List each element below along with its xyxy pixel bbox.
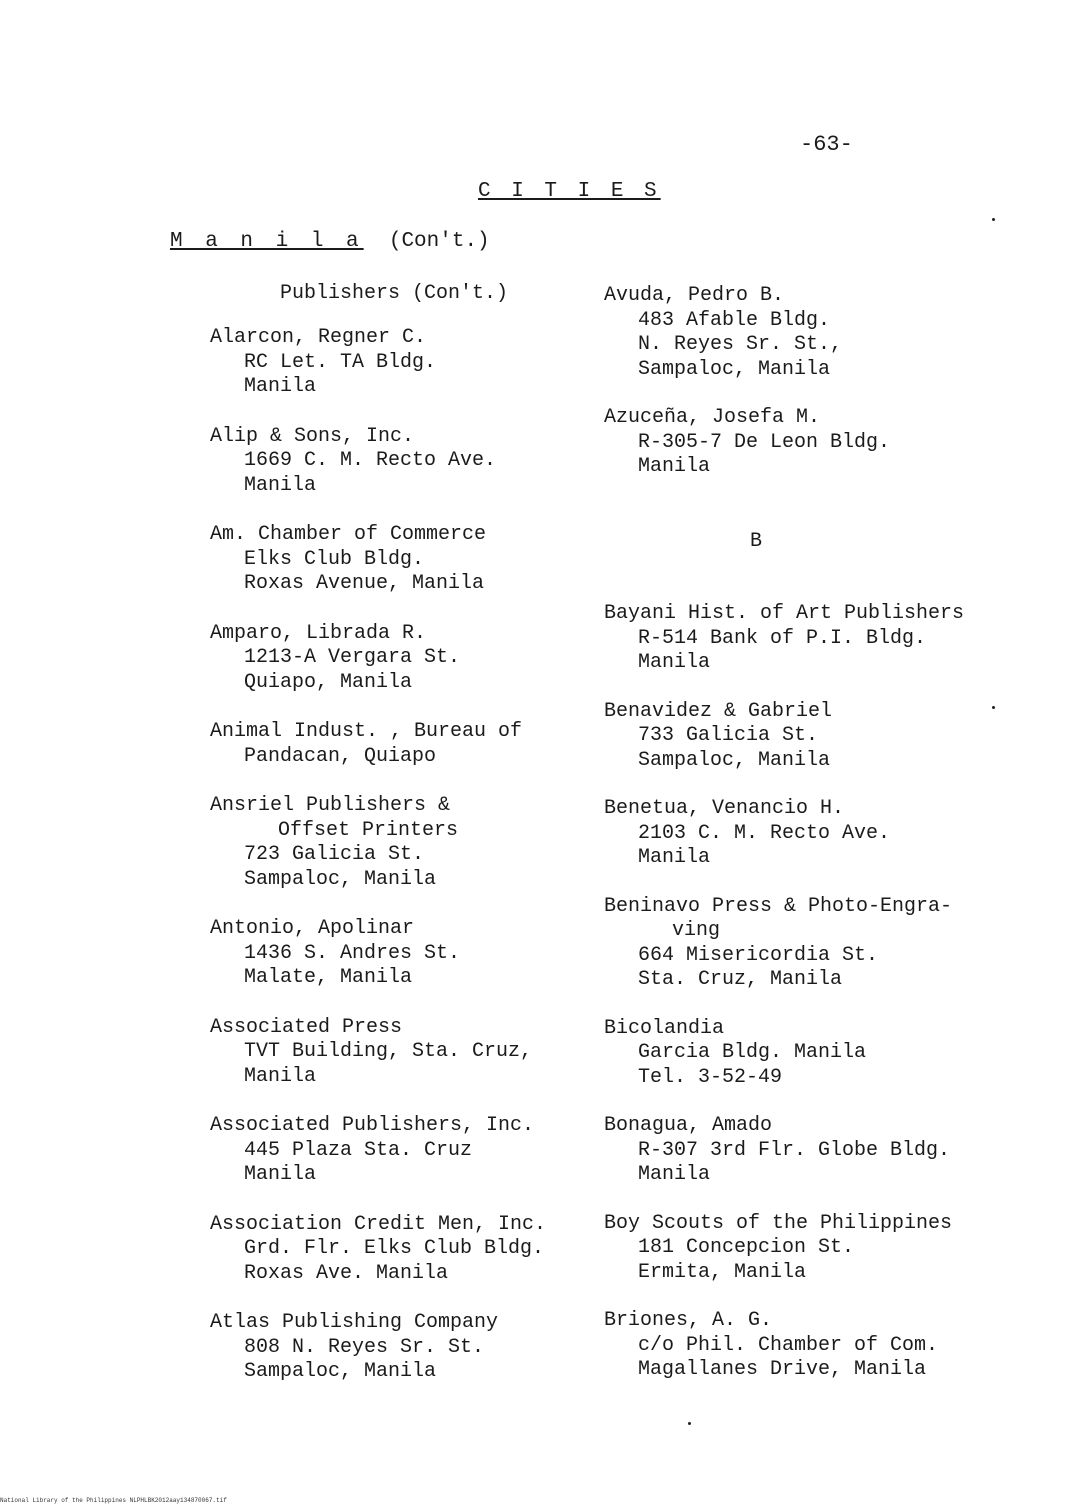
directory-entry (210, 917, 590, 991)
directory-entry (210, 523, 590, 597)
entry-address-line: Quiapo, Manila (244, 670, 413, 694)
scan-speck (992, 706, 995, 709)
entry-address-line: N. Reyes Sr. St., (638, 333, 843, 356)
entry-address-line: Pandacan, Quiapo (244, 744, 437, 768)
directory-entry (604, 1212, 1024, 1286)
entry-name: Bonagua, Amado (604, 1114, 773, 1137)
entry-address-line: 483 Afable Bldg. (638, 308, 831, 332)
entry-address-line: 733 Galicia St. (638, 724, 819, 747)
entry-address-line: Grd. Flr. Elks Club Bldg. (244, 1237, 545, 1260)
section-heading (170, 230, 490, 253)
entry-address-line: Roxas Avenue, Manila (244, 572, 485, 595)
entry-address-line: 723 Galicia St. (244, 843, 425, 866)
directory-entry (604, 284, 1024, 382)
entry-address-line: R-307 3rd Flr. Globe Bldg. (638, 1138, 951, 1162)
directory-entry (604, 1114, 1024, 1188)
directory-entry (604, 602, 1024, 676)
entry-address-line: Manila (244, 375, 317, 398)
left-column (210, 326, 590, 1410)
subheading: Publishers (Con't.) (280, 282, 509, 305)
entry-address-line: Manila (638, 651, 711, 674)
entry-name: Briones, A. G. (604, 1309, 773, 1332)
scan-speck (992, 218, 995, 221)
directory-entry (604, 797, 1024, 871)
entry-name: Amparo, Librada R. (210, 621, 427, 645)
entry-name: Boy Scouts of the Philippines (604, 1211, 953, 1235)
entry-name: Bayani Hist. of Art Publishers (604, 602, 965, 625)
footer-scan-label: National Library of the Philippines NLPHLBK2012aay134870067.tif (0, 1497, 227, 1504)
entry-name: Associated Press (210, 1015, 403, 1039)
directory-entry (210, 720, 590, 769)
section-suffix: (Con't.) (388, 230, 490, 253)
directory-entry (210, 326, 590, 400)
entry-address-line: Manila (244, 1064, 317, 1088)
directory-entry (604, 1309, 1024, 1383)
entry-name: Association Credit Men, Inc. (210, 1212, 547, 1236)
entry-address-line: 1436 S. Andres St. (244, 941, 461, 965)
entry-name: Bicolandia (604, 1016, 725, 1040)
entry-name: Atlas Publishing Company (210, 1311, 499, 1334)
entry-name: Benetua, Venancio H. (604, 797, 845, 820)
entry-address-line: Sta. Cruz, Manila (638, 968, 843, 991)
page-title: C I T I E S (478, 180, 661, 203)
entry-name: Associated Publishers, Inc. (210, 1114, 535, 1137)
directory-entry (210, 1213, 590, 1287)
entry-address-line: TVT Building, Sta. Cruz, (244, 1040, 533, 1063)
entry-name: Beninavo Press & Photo-Engra- (604, 894, 953, 918)
entry-name: Am. Chamber of Commerce (210, 523, 487, 546)
entry-name: Benavidez & Gabriel (604, 699, 833, 723)
directory-entry (604, 895, 1024, 993)
entry-address-line: Malate, Manila (244, 966, 413, 989)
entry-address-line: Roxas Ave. Manila (244, 1261, 449, 1285)
entry-address-line: Manila (244, 473, 317, 497)
entry-address-line: Magallanes Drive, Manila (638, 1358, 927, 1381)
entry-name: Alip & Sons, Inc. (210, 424, 415, 448)
entry-address-line: Garcia Bldg. Manila (638, 1041, 867, 1064)
entry-address-line: Elks Club Bldg. (244, 547, 425, 571)
entry-name: Antonio, Apolinar (210, 917, 415, 940)
entry-address-line: 2103 C. M. Recto Ave. (638, 821, 891, 845)
letter-heading: B (750, 530, 763, 553)
page-number: -63- (800, 132, 853, 157)
entry-name: Avuda, Pedro B. (604, 284, 785, 307)
directory-entry (210, 425, 590, 499)
entry-address-line: Manila (638, 455, 711, 478)
entry-address-line: 664 Misericordia St. (638, 943, 879, 967)
entry-address-line: 1213-A Vergara St. (244, 646, 461, 669)
directory-entry (210, 622, 590, 696)
entry-address-line: ving (672, 919, 721, 942)
entry-address-line: c/o Phil. Chamber of Com. (638, 1333, 939, 1357)
entry-address-line: Sampaloc, Manila (638, 357, 831, 381)
entry-name: Azuceña, Josefa M. (604, 406, 821, 429)
directory-entry (210, 1016, 590, 1090)
entry-name: Alarcon, Regner C. (210, 326, 427, 349)
directory-entry (604, 406, 1024, 480)
entry-address-line: Manila (638, 1163, 711, 1186)
entry-address-line: 1669 C. M. Recto Ave. (244, 449, 497, 472)
entry-address-line: Sampaloc, Manila (244, 1360, 437, 1383)
directory-entry (604, 1017, 1024, 1091)
entry-address-line: R-514 Bank of P.I. Bldg. (638, 626, 927, 650)
entry-address-line: Sampaloc, Manila (638, 748, 831, 772)
entry-address-line: Offset Printers (278, 818, 459, 842)
directory-entry (210, 794, 590, 892)
entry-name: Ansriel Publishers & (210, 794, 451, 817)
entry-address-line: RC Let. TA Bldg. (244, 350, 437, 374)
entry-address-line: 445 Plaza Sta. Cruz (244, 1138, 473, 1162)
entry-address-line: R-305-7 De Leon Bldg. (638, 430, 891, 454)
right-column-a (604, 284, 1024, 504)
entry-address-line: 808 N. Reyes Sr. St. (244, 1335, 485, 1359)
entry-address-line: 181 Concepcion St. (638, 1236, 855, 1259)
entry-address-line: Ermita, Manila (638, 1260, 807, 1284)
entry-name: Animal Indust. , Bureau of (210, 720, 523, 743)
entry-address-line: Tel. 3-52-49 (638, 1065, 783, 1089)
directory-entry (210, 1114, 590, 1188)
scan-speck (688, 1422, 691, 1425)
right-column-b (604, 602, 1024, 1407)
entry-address-line: Manila (244, 1163, 317, 1186)
entry-address-line: Manila (638, 846, 711, 869)
directory-entry (604, 700, 1024, 774)
section-city: M a n i l a (170, 230, 364, 253)
directory-entry (210, 1311, 590, 1385)
entry-address-line: Sampaloc, Manila (244, 867, 437, 891)
